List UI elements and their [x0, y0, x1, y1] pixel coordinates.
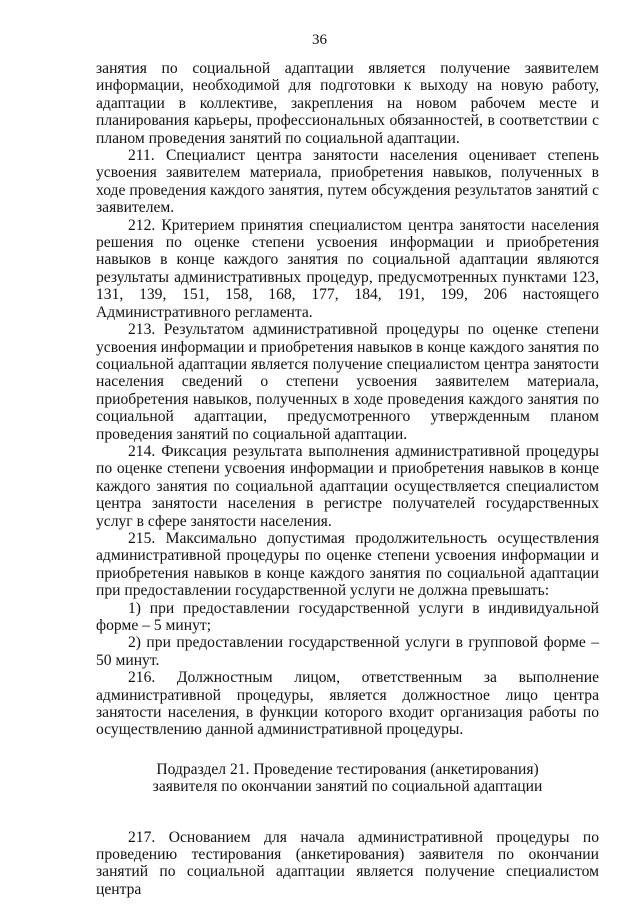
paragraph: 213. Результатом административной процедуры по оценке степени усвоения информации и приобретения навыков в конце каждого занятия по социальной адаптации является получение специалистом центра занятости населения сведений о степени усвоения заявителем материала, приобретения навыков, полученных в ходе проведения каждого занятия по социальной адаптации, предусмотренного утвержденным планом проведения занятий по социальной адаптации. — [96, 321, 599, 443]
paragraph: 216. Должностным лицом, ответственным за выполнение административной процедуры, является должностное лицо центра занятости населения, в функции которого входит организация работы по осуществлению данной административной процедуры. — [96, 669, 599, 739]
paragraph: 211. Специалист центра занятости населения оценивает степень усвоения заявителем материала, приобретения навыков, полученных в ходе проведения каждого занятия, путем обсуждения результатов занятий с заявителем. — [96, 147, 599, 217]
subsection-heading — [96, 761, 599, 796]
paragraphs-top — [96, 60, 599, 739]
document-body — [96, 60, 599, 898]
paragraph: 2) при предоставлении государственной услуги в групповой форме – 50 минут. — [96, 634, 599, 669]
page-number: 36 — [312, 32, 327, 48]
paragraph: 212. Критерием принятия специалистом центра занятости населения решения по оценке степени усвоения информации и приобретения навыков в конце каждого занятия по социальной адаптации являются результаты административных процедур, предусмотренных пунктами 123, 131, 139, 151, 158, 168, 177, 184, 191, 199, 206 настоящего Административного регламента. — [96, 216, 599, 321]
paragraphs-bottom — [96, 829, 599, 899]
paragraph: 215. Максимально допустимая продолжительность осуществления административной процедуры по оценке степени усвоения информации и приобретения навыков в конце каждого занятия по социальной адаптации при предоставлении государственной услуги не должна превышать: — [96, 529, 599, 600]
paragraph: 214. Фиксация результата выполнения административной процедуры по оценке степени усвоения информации и приобретения навыков в конце каждого занятия по социальной адаптации осуществляется специалистом центра занятости населения в регистре получателей государственных услуг в сфере занятости населения. — [96, 442, 599, 530]
paragraph: 1) при предоставлении государственной услуги в индивидуальной форме – 5 минут; — [96, 599, 599, 634]
paragraph: занятия по социальной адаптации является получение заявителем информации, необходимой для подготовки к выходу на новую работу, адаптации в коллективе, закрепления на новом рабочем месте и планирования карьеры, профессиональных обязанностей, в соответствии с планом проведения занятий по социальной адаптации. — [96, 60, 599, 147]
paragraph: 217. Основанием для начала административной процедуры по проведению тестирования (анкетирования) заявителя по окончании занятий по социальной адаптации является получение специалистом центра — [96, 828, 599, 898]
subsection-title-line-1: Подраздел 21. Проведение тестирования (анкетирования) — [156, 760, 539, 778]
subsection-title-line-2: заявителя по окончании занятий по социальной адаптации — [152, 778, 543, 796]
